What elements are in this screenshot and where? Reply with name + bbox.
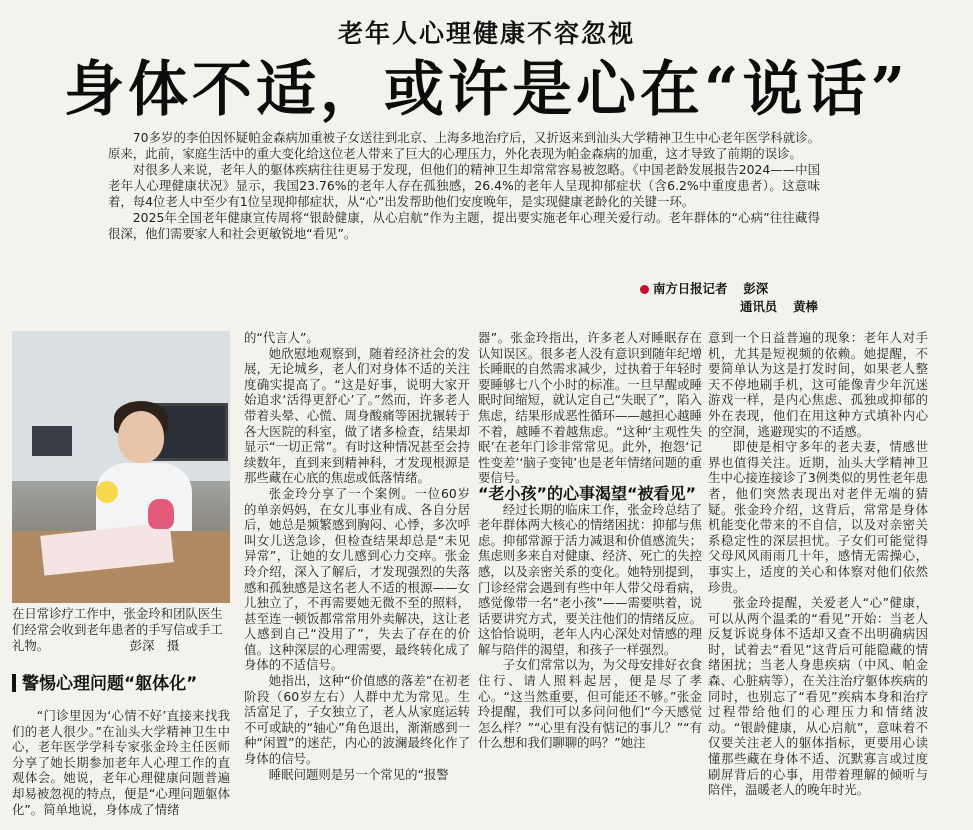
red-dot-icon [640, 285, 649, 294]
reporter-role: 南方日报记者 [653, 281, 728, 296]
body-paragraph: 睡眠问题则是另一个常见的“报警 [268, 766, 449, 782]
reporter-name: 彭深 [743, 281, 769, 296]
column-left [12, 708, 230, 817]
body-paragraph: 的“代言人”。 [244, 330, 319, 345]
kicker: 老年人心理健康不容忽视 [337, 19, 635, 48]
body-paragraph: 她欣慰地观察到，随着经济社会的发展，无论城乡，老人们对身体不适的关注度确实提高了。“这是好事，说明大家开始追求‘活得更舒心’了。”然而，许多老人带着头晕、心慌、周身酸痛等困扰辗转于各大医院的科室，做了诸多检查，结果却显示“一切正常”。有时这种情况甚至会持续数年，直到来到精神科，才发现根源是那些藏在心底的焦虑或低落情绪。 [244, 345, 470, 486]
column-2 [244, 330, 470, 782]
body-paragraph: “门诊里因为‘心情不好’直接来找我们的老人很少。”在汕头大学精神卫生中心，老年医学学科专家张金玲主任医师分享了她长期参加老年人心理工作的直观体会。她说，老年心理健康问题普遍却易被忽视的特点，便是“心理问题躯体化”。简单地说，身体成了情绪 [12, 708, 230, 817]
subhead-left [12, 669, 230, 694]
correspondent-name: 黄棒 [793, 299, 818, 314]
body-paragraph: 即使是相守多年的老夫妻，情感世界也值得关注。近期，汕头大学精神卫生中心接连接诊了3例类似的男性老年患者，他们突然表现出对老伴无端的猜疑。张金玲介绍，这背后，常常是身体机能变化带来的不自信，以及对亲密关系稳定性的深层担忧。子女们可能觉得父母风风雨雨几十年，感情无需操心，事实上，适度的关心和体察对他们依然珍贵。 [708, 439, 928, 595]
body-paragraph: 器”。张金玲指出，许多老人对睡眠存在认知误区。很多老人没有意识到随年纪增长睡眠的自然需求减少，过执着于年轻时要睡够七八个小时的标准。一旦早醒或睡眠时间缩短，就认定自己“失眠了”，陷入焦虑，结果形成恶性循环——越担心越睡不着，越睡不着越焦虑。“这种‘主观性失眠’在老年门诊非常常见。此外，抱怨‘记性变差’‘脑子变钝’也是老年情绪问题的重要信号。 [478, 330, 702, 486]
column-4 [708, 330, 928, 798]
lead-paragraph: 2025年全国老年健康宣传周将“银龄健康，从心启航”作为主题，提出要实施老年心理关爱行动。老年群体的“心病”往往藏得很深，他们需要家人和社会更敏锐地“看见”。 [108, 210, 820, 241]
body-paragraph: 她指出，这种“价值感的落差”在初老阶段（60岁左右）人群中尤为常见。生活富足了，子女独立了，老人从家庭运转不可或缺的“轴心”角色退出，渐渐感到一种“闲置”的迷茫，内心的波澜最终化作了身体的信号。 [244, 673, 470, 767]
body-paragraph: 经过长期的临床工作，张金玲总结了老年群体两大核心的情绪困扰：抑郁与焦虑。抑郁常源于活力减退和价值感流失；焦虑则多来自对健康、经济、死亡的失控感，以及亲密关系的变化。她特别提到，门诊经常会遇到有些中年人带父母看病，感觉像带一名“老小孩”——需要哄着，说话要讲究方式，要关注他们的情绪反应。这恰恰说明，老年人内心深处对情感的理解与陪伴的渴望，和孩子一样强烈。 [478, 501, 702, 657]
photo-caption: 在日常诊疗工作中，张金玲和团队医生们经常会收到老年患者的手写信或手工礼物。 彭深 摄 [12, 606, 223, 653]
lead-paragraph: 对很多人来说，老年人的躯体疾病往往更易于发现，但他们的精神卫生却常常容易被忽略。《中国老龄发展报告2024——中国老年人心理健康状况》显示，我国23.76%的老年人存在孤独感，26.4%的老年人呈现抑郁症状（含6.2%中重度患者）。这意味着，每4位老人中至少有1位呈现抑郁症状，从“心”出发帮助他们安度晚年，是实现健康老龄化的关键一环。 [108, 162, 820, 209]
column-3 [478, 330, 702, 751]
byline [640, 280, 840, 316]
lead-paragraphs [108, 130, 820, 242]
subhead-mid: “老小孩”的心事渴望“被看见” [478, 483, 697, 503]
body-paragraph: 张金玲提醒，关爱老人“心”健康，可以从两个温柔的“看见”开始：当老人反复诉说身体不适却又查不出明确病因时，试着去“看见”这背后可能隐藏的情绪困扰；当老人身患疾病（中风、帕金森、心脏病等），在关注治疗躯体疾病的同时，也别忘了“看见”疾病本身和治疗过程带给他们的心理压力和情绪波动。“银龄健康，从心启航”，意味着不仅要关注老人的躯体指标，更要用心读懂那些藏在身体不适、沉默寡言或过度刷屏背后的心事，用带着理解的倾听与陪伴，温暖老人的晚年时光。 [708, 595, 928, 798]
body-paragraph: 张金玲分享了一个案例。一位60岁的单亲妈妈，在女儿事业有成、各自分居后，她总是频繁感到胸闷、心悸，多次呼叫女儿送急诊，但检查结果却总是“未见异常”，让她的女儿感到心力交瘁。张金玲介绍，深入了解后，才发现强烈的失落感和孤独感是这名老人不适的根源——女儿独立了，不再需要她无微不至的照料，甚至连一顿饭都常常用外卖解决，这让老人感到自己“没用了”，失去了存在的价值。这种深层的心理需要，最终转化成了身体的不适信号。 [244, 485, 470, 673]
body-paragraph: 意到一个日益普遍的现象：老年人对手机，尤其是短视频的依赖。她提醒，不要简单认为这是打发时间，如果老人整天不停地刷手机，这可能像青少年沉迷游戏一样，是内心焦虑、孤独或抑郁的外在表现，他们在用这种方式填补内心的空洞，逃避现实的不适感。 [708, 330, 928, 439]
doctor-photo [12, 331, 230, 603]
headline: 身体不适，或许是心在“说话” [63, 55, 910, 125]
correspondent-role: 通讯员 [740, 299, 778, 314]
subhead-bar [12, 674, 16, 692]
subhead-left-text: 警惕心理问题“躯体化” [22, 674, 198, 694]
lead-paragraph: 70多岁的李伯因怀疑帕金森病加重被子女送往到北京、上海多地治疗后，又折返来到汕头大学精神卫生中心老年医学科就诊。原来，此前，家庭生活中的重大变化给这位老人带来了巨大的心理压力，外化表现为帕金森病的加重，这才导致了前期的误诊。 [108, 130, 820, 161]
body-paragraph: 子女们常常以为，为父母安排好衣食住行、请人照料起居，便是尽了孝心。“这当然重要，但可能还不够。”张金玲提醒，我们可以多问问他们“今天感觉怎么样？”“心里有没有惦记的事儿？”“有什么想和我们聊聊的吗？”她注 [478, 657, 702, 751]
